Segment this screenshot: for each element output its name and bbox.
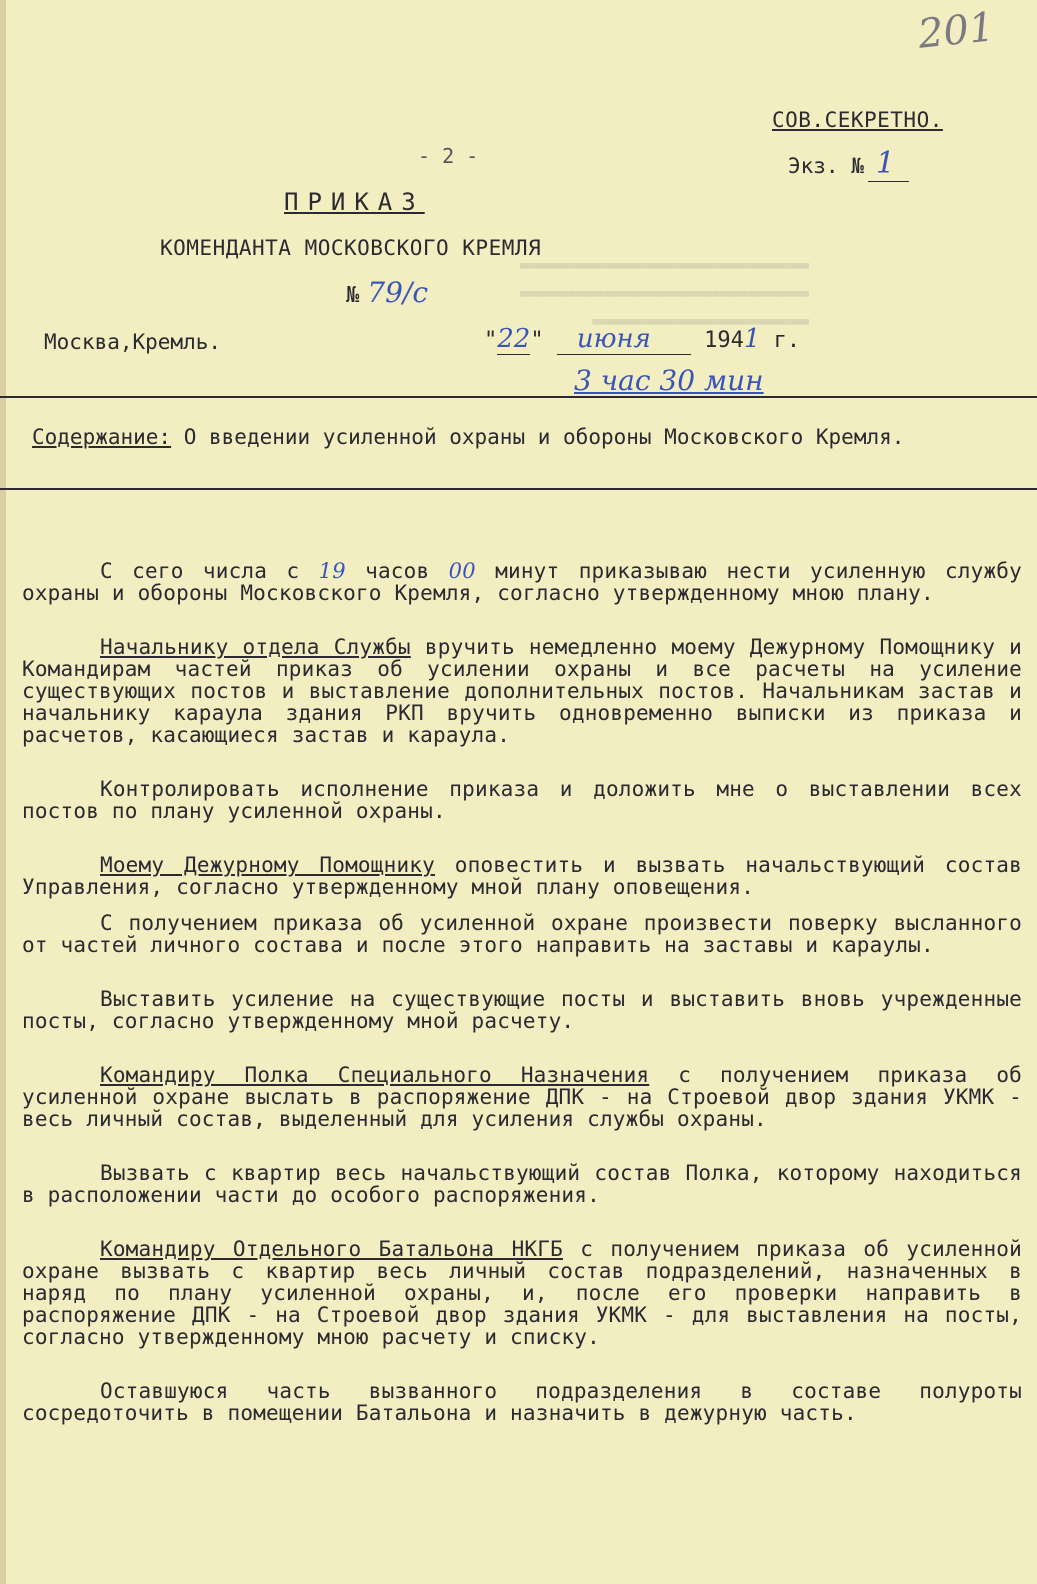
paragraph-9	[22, 1238, 1022, 1348]
date-year-digit: 1	[743, 324, 761, 354]
copy-number	[788, 146, 909, 181]
paragraph-10	[22, 1380, 1022, 1424]
paragraph-1-mid: часов	[345, 559, 449, 583]
paragraph-5-text: С получением приказа об усиленной охране произвести поверку высланного от частей личного состава и после этого направить на заставы и караулы.	[22, 911, 1022, 957]
paragraph-1-post: минут приказываю нести усиленную службу охраны и обороны Московского Кремля, согласно утвержденному мною плану.	[22, 559, 1022, 605]
time-note-handwritten: 3 час 30 мин	[574, 364, 764, 397]
paragraph-8	[22, 1162, 1022, 1206]
date-month: июня	[557, 324, 691, 355]
date-day: 22	[497, 324, 531, 354]
order-number-handwritten: 79/с	[367, 276, 428, 309]
bottom-rule	[0, 488, 1037, 490]
paragraph-8-text: Вызвать с квартир весь начальствующий состав Полка, которому находиться в расположении части до особого распоряжения.	[22, 1161, 1022, 1207]
paragraph-9-text: с получением приказа об усиленной охране вызвать с квартир весь личный состав подразделений, назначенных в наряд по плану усиленной охраны, и, после его проверки направить в распоряжение ДПК - на Строевой двор здания УКМК - для выставления на посты, согласно утвержденному мною расчету и списку.	[22, 1237, 1022, 1349]
content-label: Содержание:	[32, 425, 172, 449]
page-edge	[0, 0, 6, 1584]
top-rule	[0, 396, 1037, 398]
secrecy-stamp: СОВ.СЕКРЕТНО.	[772, 108, 943, 132]
paragraph-3	[22, 778, 1022, 822]
paragraph-9-addressee: Командиру Отдельного Батальона НКГБ	[100, 1237, 563, 1261]
paragraph-1-pre: С сего числа с	[100, 559, 319, 583]
paragraph-7-addressee: Командиру Полка Специального Назначения	[100, 1063, 650, 1087]
minute-handwritten: 00	[448, 559, 476, 583]
paragraph-6-text: Выставить усиление на существующие посты и выставить вновь учрежденные посты, согласно утвержденному мной расчету.	[22, 987, 1022, 1033]
paragraph-2	[22, 636, 1022, 746]
document-title: ПРИКАЗ	[284, 188, 425, 216]
date-year-prefix: 194	[704, 328, 744, 353]
paragraph-10-text: Оставшуюся часть вызванного подразделения в составе полуроты сосредоточить в помещении Батальона и назначить в дежурную часть.	[22, 1379, 1022, 1425]
hour-handwritten: 19	[318, 559, 346, 583]
copy-number-handwritten: 1	[868, 146, 909, 182]
paragraph-3-text: Контролировать исполнение приказа и доложить мне о выставлении всех постов по плану усиленной охраны.	[22, 777, 1022, 823]
content-text: О введении усиленной охраны и обороны Московского Кремля.	[183, 425, 905, 449]
content-summary	[32, 422, 932, 452]
paragraph-5	[22, 912, 1022, 956]
paragraph-2-addressee: Начальнику отдела Службы	[100, 635, 411, 659]
paragraph-7-text: с получением приказа об усиленной охране выслать в распоряжение ДПК - на Строевой двор здания УКМК - весь личный состав, выделенный для усиления службы охраны.	[22, 1063, 1022, 1131]
paragraph-6	[22, 988, 1022, 1032]
order-number	[346, 276, 428, 309]
paragraph-2-text: вручить немедленно моему Дежурному Помощнику и Командирам частей приказ об усилении охраны и все расчеты на усиление существующих постов и выставление дополнительных постов. Начальникам застав и начальнику караула здания РКП вручить одновременно выписки из приказа и расчетов, касающиеся застав и караула.	[22, 635, 1023, 747]
document-subtitle: КОМЕНДАНТА МОСКОВСКОГО КРЕМЛЯ	[160, 236, 542, 260]
paragraph-4-text: оповестить и вызвать начальствующий состав Управления, согласно утвержденному мной плану оповещения.	[22, 853, 1022, 899]
page-mark: - 2 -	[418, 144, 479, 168]
order-body	[22, 560, 1022, 1456]
copy-label: Экз. №	[788, 154, 864, 178]
order-number-label: №	[346, 283, 360, 308]
paragraph-1	[22, 560, 1022, 604]
date-suffix: г.	[773, 328, 801, 353]
paragraph-4-addressee: Моему Дежурному Помощнику	[100, 853, 435, 877]
paragraph-4	[22, 854, 1022, 898]
place: Москва,Кремль.	[44, 330, 222, 354]
archive-page-number: 201	[915, 4, 997, 58]
bleed-through: ▬▬▬▬▬▬▬▬▬▬▬▬▬▬▬▬▬▬▬▬▬▬▬▬ ▬▬▬▬▬▬▬▬▬▬▬▬▬▬▬▬▬▬▬▬▬▬▬▬ ▬▬▬▬▬▬▬▬▬▬▬▬▬▬▬▬▬▬	[520, 252, 809, 332]
paragraph-7	[22, 1064, 1022, 1130]
date-line: "22" июня 1941 г.	[484, 324, 801, 354]
